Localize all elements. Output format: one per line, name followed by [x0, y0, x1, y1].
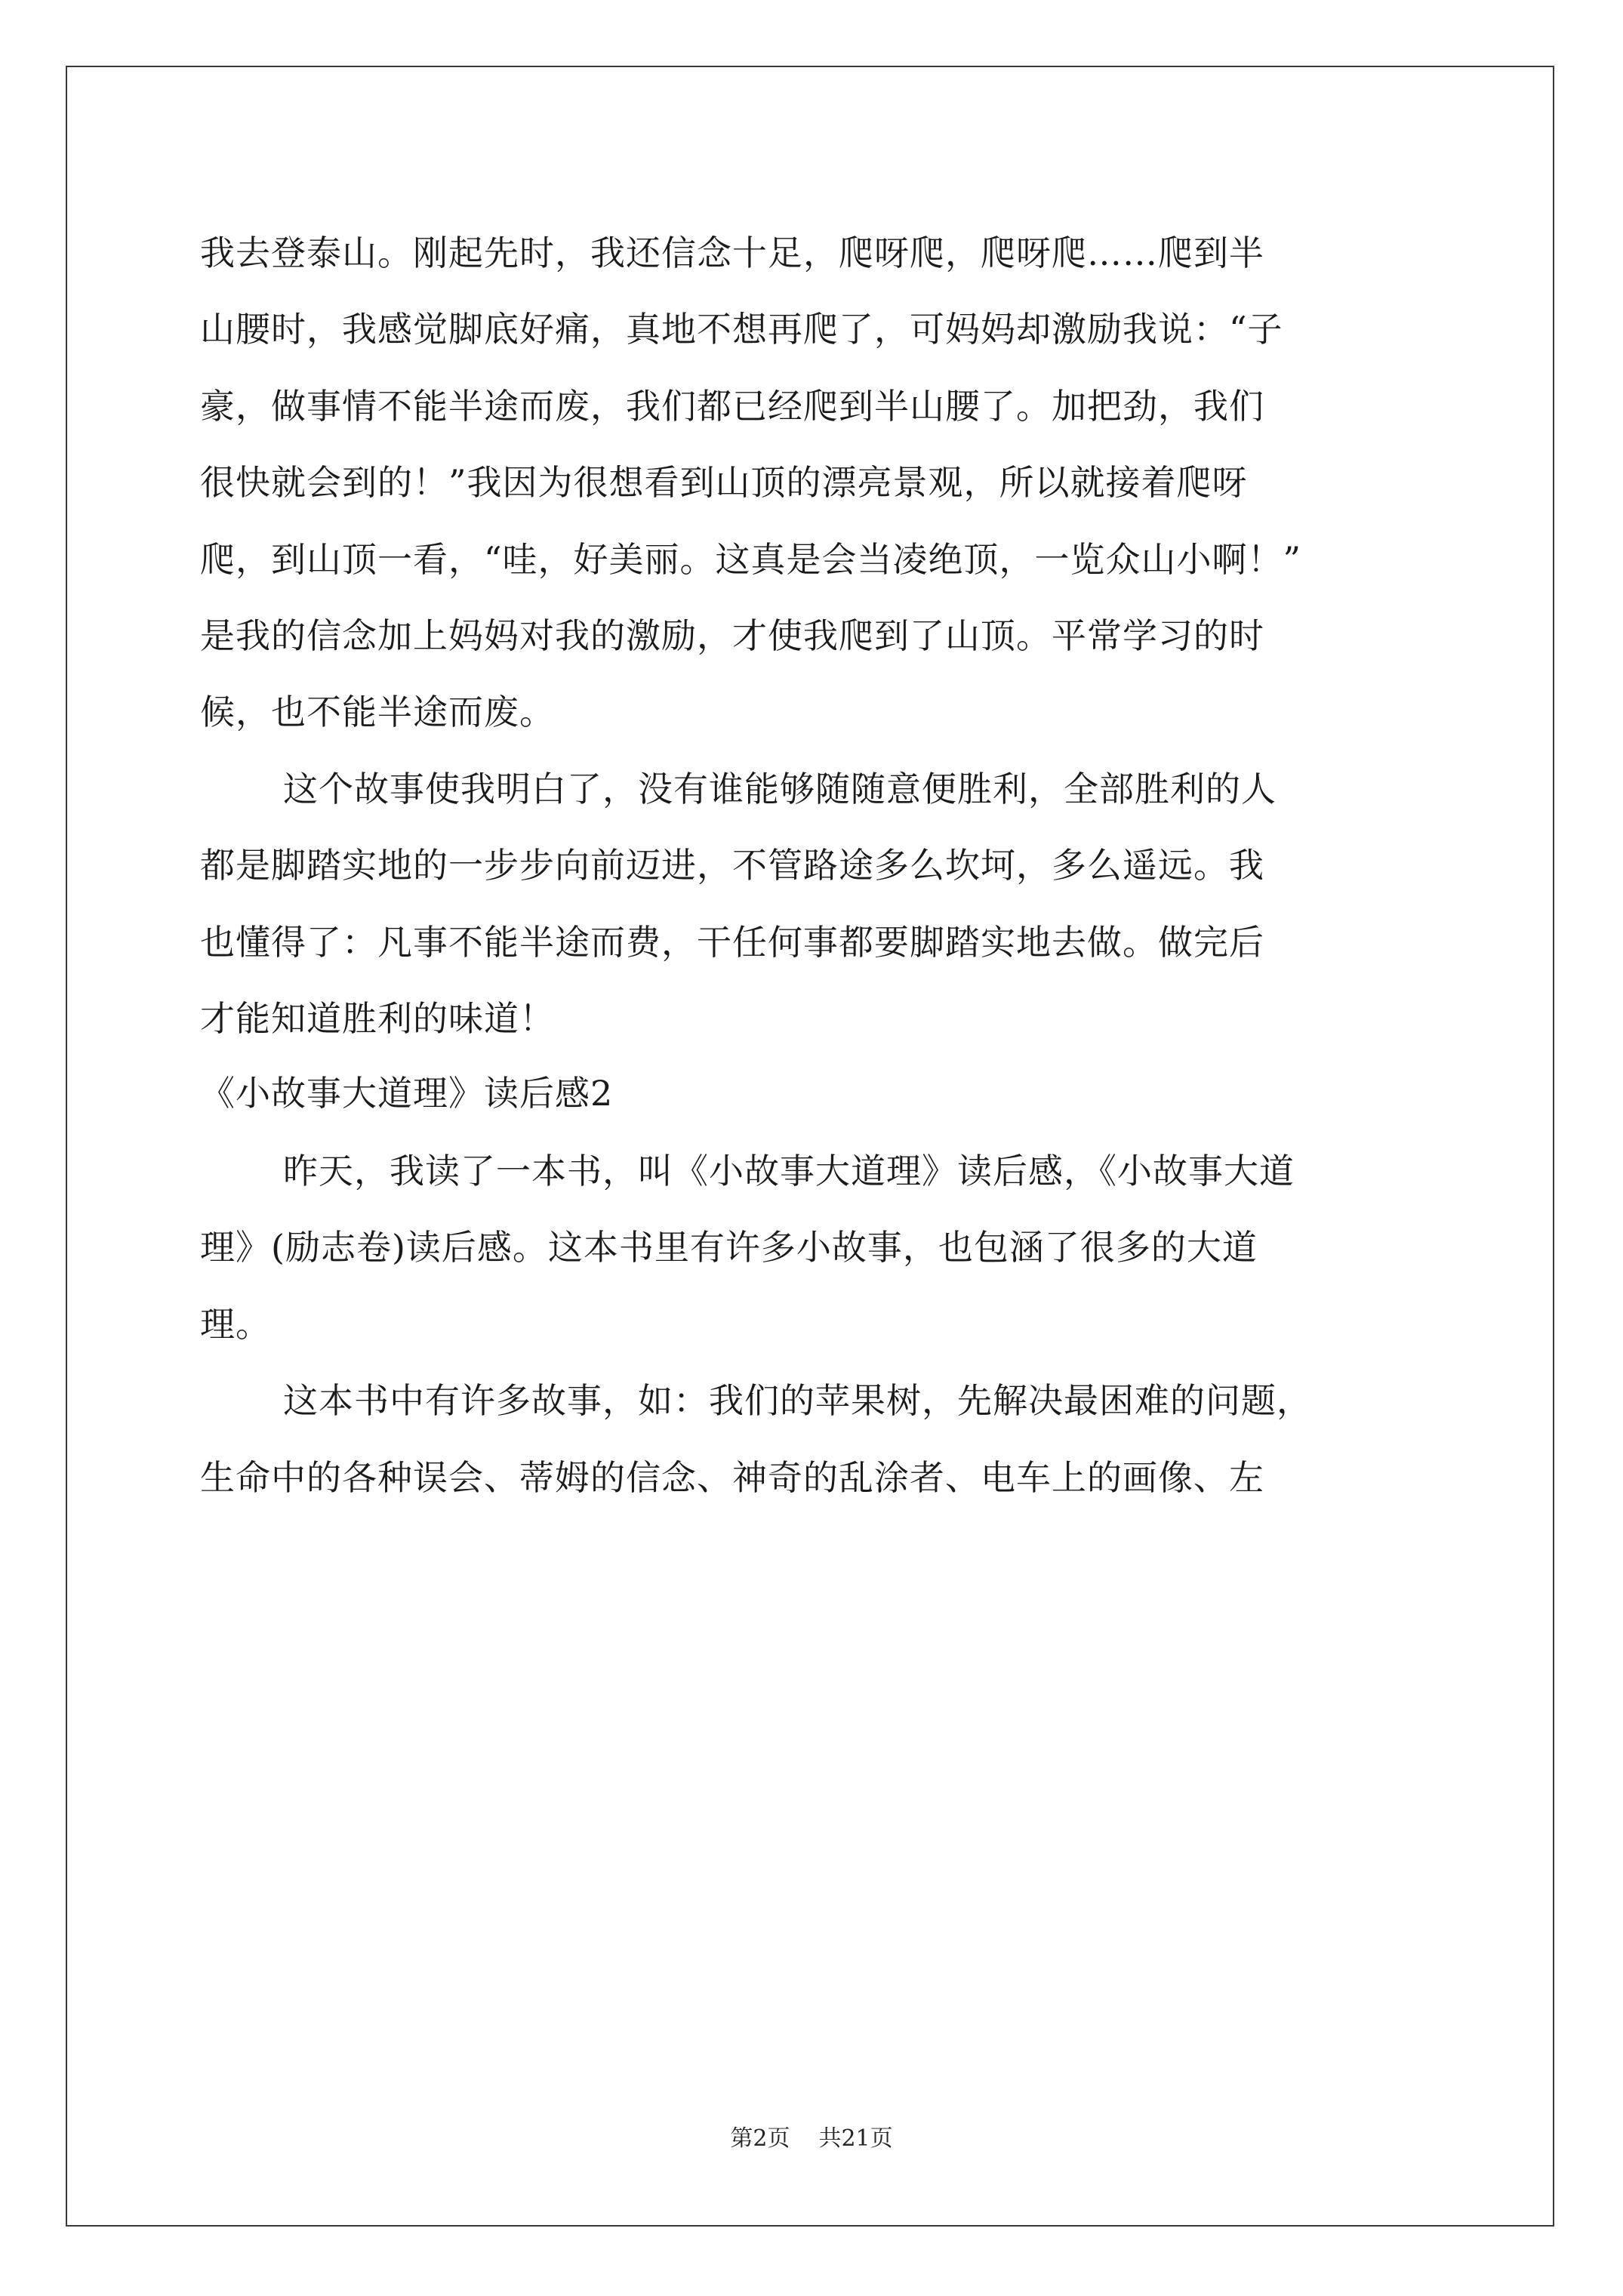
- text-line: 理。: [200, 1304, 271, 1345]
- text-line: 也懂得了：凡事不能半途而费，干任何事都要脚踏实地去做。做完后: [200, 922, 1264, 963]
- text-line: 这本书中有许多故事，如：我们的苹果树，先解决最困难的问题，: [283, 1380, 1312, 1421]
- text-line: 爬，到山顶一看，“哇，好美丽。这真是会当凌绝顶，一览众山小啊！”: [200, 539, 1302, 580]
- section-heading: 《小故事大道理》读后感2: [200, 1073, 614, 1114]
- page-footer: [0, 2124, 1623, 2154]
- text-line: 是我的信念加上妈妈对我的激励，才使我爬到了山顶。平常学习的时: [200, 615, 1264, 656]
- text-line: 候，也不能半途而废。: [200, 692, 555, 732]
- page-total: 共21页: [818, 2125, 893, 2152]
- text-line: 山腰时，我感觉脚底好痛，真地不想再爬了，可妈妈却激励我说：“子: [200, 309, 1283, 350]
- text-line: 很快就会到的！”我因为很想看到山顶的漂亮景观，所以就接着爬呀: [200, 462, 1248, 503]
- text-line: 生命中的各种误会、蒂姆的信念、神奇的乱涂者、电车上的画像、左: [200, 1457, 1264, 1498]
- text-line: 才能知道胜利的味道！: [200, 998, 555, 1039]
- text-line: 豪，做事情不能半途而废，我们都已经爬到半山腰了。加把劲，我们: [200, 386, 1264, 427]
- text-line: 理》(励志卷)读后感。这本书里有许多小故事，也包涵了很多的大道: [200, 1227, 1258, 1268]
- text-line: 昨天，我读了一本书，叫《小故事大道理》读后感，《小故事大道: [283, 1151, 1295, 1191]
- text-line: 我去登泰山。刚起先时，我还信念十足，爬呀爬，爬呀爬……爬到半: [200, 233, 1264, 273]
- text-line: 这个故事使我明白了，没有谁能够随随意便胜利，全部胜利的人: [283, 769, 1277, 809]
- page-number: 第2页: [730, 2125, 790, 2152]
- text-line: 都是脚踏实地的一步步向前迈进，不管路途多么坎坷，多么遥远。我: [200, 845, 1264, 886]
